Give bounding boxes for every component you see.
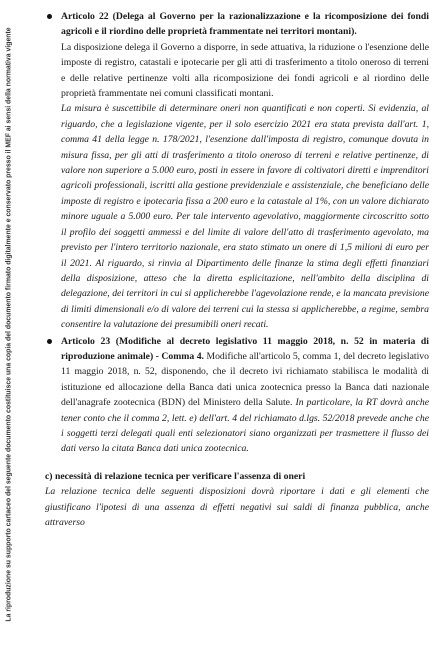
article-23-body: Modifiche all'articolo 5, comma 1, del decreto legislativo 11 maggio 2018, n. 52, disponendo, che il decreto ivi richiamato stabilisca le modalità di istituzione ed allocazione della Banca dati unica zootecnica presso la Banca dati nazionale dell'anagrafe zootecnica (BDN) del Ministero della Salute. bbox=[61, 350, 429, 409]
section-c-heading: c) necessità di relazione tecnica per verificare l'assenza di oneri bbox=[45, 470, 306, 482]
document-page bbox=[45, 9, 429, 530]
article-22-note: La misura è suscettibile di determinare oneri non quantificati e non coperti. Si evidenzia, al riguardo, che a legislazione vigente, per il solo esercizio 2021 era stata prevista dall'art. 1, comma 41 della legge n. 178/2021, l'esenzione dall'imposta di registro, comunque dovuta in misura fissa, per gli atti di trasferimento a titolo oneroso di terreni e relative pertinenze, di valore non superiore a 5.000 euro, posti in essere in favore di coltivatori diretti e imprenditori agricoli professionali, iscritti alla gestione previdenziale e assistenziale, che beneficiano delle imposte di registro e ipotecaria fissa a 200 euro e la catastale al 1%, con un valore dichiarato minore uguale a 5.000 euro. Per tale intervento agevolativo, maggiormente circoscritto sotto il profilo dei soggetti ammessi e del limite di valore dell'atto di trasferimento agevolato, ma previsto per l'intero territorio nazionale, era stato stimato un onere di 1,5 milioni di euro per il 2021. Al riguardo, si rinvia al Dipartimento delle finanze la stima degli effetti finanziari della disposizione, atteso che la diretta esplicitazione, nell'ambito della disciplina di delegazione, dei territori in cui si applicherebbe l'agevolazione rende, e la mancata previsione di limiti dimensionali e/o di valore dei terreni cui la stessa si applicherebbe, a regime, sembra consentire la valutazione dei presumibili oneri recati. bbox=[61, 103, 429, 331]
side-note-text: La riproduzione su supporto cartaceo del seguente documento costituisce una copia del documento firmato digitalmente e conservato presso il MEF ai sensi della normativa vigente bbox=[5, 26, 13, 622]
article-23-item bbox=[45, 334, 429, 457]
article-23-paragraph bbox=[61, 334, 429, 457]
section-c-body: La relazione tecnica delle seguenti disposizioni dovrà riportare i dati e gli elementi che giustificano l'ipotesi di una assenza di effetti negativi sui saldi di finanza pubblica, anche attraverso bbox=[45, 486, 429, 528]
article-22-body: La disposizione delega il Governo a disporre, in sede attuativa, la riduzione o l'esenzione delle imposte di registro, catastali e ipotecarie per gli atti di trasferimento a titolo oneroso di terreni e delle relative pertinenze volti alla ricomposizione dei fondi agricoli e al riordino delle proprietà frammentate nei comuni classificati montani. bbox=[61, 41, 429, 100]
bullet-icon bbox=[47, 14, 52, 19]
article-22-heading: Articolo 22 (Delega al Governo per la razionalizzazione e la ricomposizione dei fondi agricoli e il riordino delle proprietà frammentate nei territori montani). bbox=[61, 11, 429, 38]
side-note bbox=[3, 0, 15, 648]
article-22-item bbox=[45, 9, 429, 333]
article-23-note: In particolare, la RT dovrà anche tener conto che il comma 2, lett. e) dell'art. 4 del richiamato d.lgs. 52/2018 prevede anche che i soggetti terzi delegati quali enti selezionatori siano organizzati per trasmettere il flusso dei dati verso la citata Banca dati unica zootecnica. bbox=[61, 397, 430, 455]
bullet-icon bbox=[47, 339, 52, 344]
article-23-heading: Articolo 23 (Modifiche al decreto legislativo 11 maggio 2018, n. 52 in materia di riproduzione animale) - Comma 4. bbox=[61, 335, 429, 362]
